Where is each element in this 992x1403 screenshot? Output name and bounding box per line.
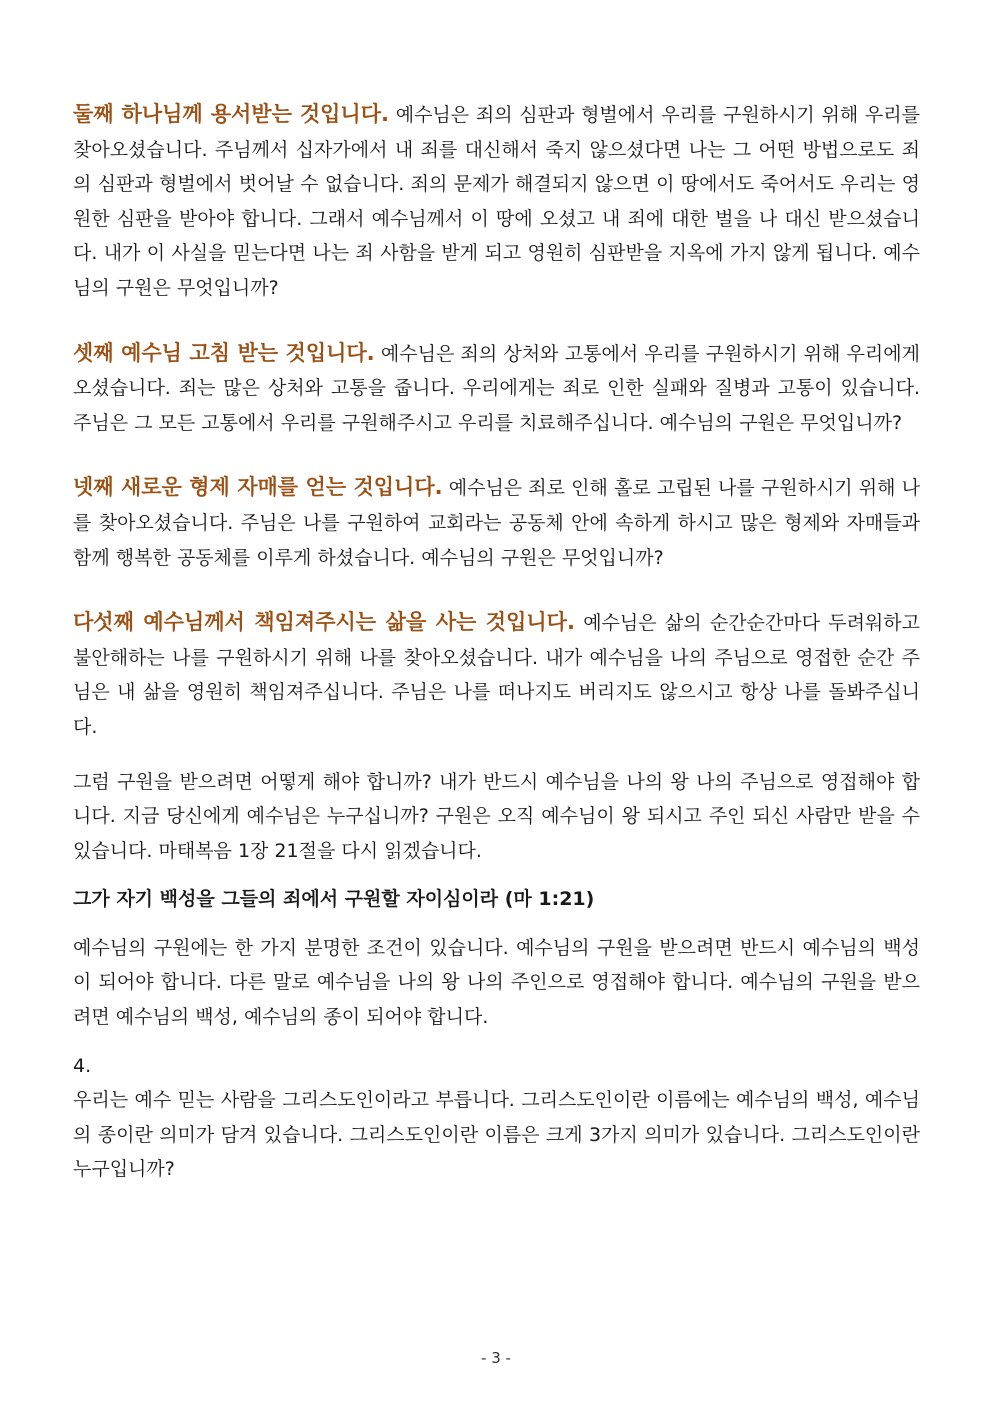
section-body: 예수님은 삶의 순간순간마다 두려워하고 불안해하는 나를 구원하시기 위해 나를 찾아오셨습니다. 내가 예수님을 나의 주님으로 영접한 순간 주님은 내 삶을 영원히 책임져주십니다. 주님은 나를 떠나지도 버리지도 않으시고 항상 나를 돌봐주십니다. — [73, 612, 920, 738]
paragraph-christian: 우리는 예수 믿는 사람을 그리스도인이라고 부릅니다. 그리스도인이란 이름에는 예수님의 백성, 예수님의 종이란 의미가 담겨 있습니다. 그리스도인이란 이름은 크게 3가지 의미가 있습니다. 그리스도인이란 누구입니까? — [73, 1089, 920, 1181]
paragraph-question: 그럼 구원을 받으려면 어떻게 해야 합니까? 내가 반드시 예수님을 나의 왕 나의 주님으로 영접해야 합니다. 지금 당신에게 예수님은 누구십니까? 구원은 오직 예수님이 왕 되시고 주인 되신 사람만 받을 수 있습니다. 마태복음 1장 21절을 다시 읽겠습니다. — [73, 770, 920, 862]
section-fourth — [73, 470, 920, 575]
section-body: 예수님은 죄의 상처와 고통에서 우리를 구원하시기 위해 우리에게 오셨습니다. 죄는 많은 상처와 고통을 줍니다. 우리에게는 죄로 인한 실패와 질병과 고통이 있습니다. 주님은 그 모든 고통에서 우리를 구원해주시고 우리를 치료해주십니다. 예수님의 구원은 무엇입니까? — [73, 342, 920, 434]
bible-verse: 그가 자기 백성을 그들의 죄에서 구원할 자이심이라 (마 1:21) — [73, 888, 595, 911]
page-number: - 3 - — [481, 1349, 511, 1367]
document-page — [73, 97, 920, 1187]
section-body: 예수님은 죄로 인해 홀로 고립된 나를 구원하시기 위해 나를 찾아오셨습니다. 주님은 나를 구원하여 교회라는 공동체 안에 속하게 하시고 많은 형제와 자매들과 함께 행복한 공동체를 이루게 하셨습니다. 예수님의 구원은 무엇입니까? — [73, 477, 921, 569]
section-heading: 다섯째 예수님께서 책임져주시는 삶을 사는 것입니다. — [73, 610, 575, 635]
section-number: 4. — [73, 1054, 92, 1077]
paragraph-condition: 예수님의 구원에는 한 가지 분명한 조건이 있습니다. 예수님의 구원을 받으려면 반드시 예수님의 백성이 되어야 합니다. 다른 말로 예수님을 나의 왕 나의 주인으로 영접해야 합니다. 예수님의 구원을 받으려면 예수님의 백성, 예수님의 종이 되어야 합니다. — [73, 936, 920, 1029]
section-heading: 넷째 새로운 형제 자매를 얻는 것입니다. — [73, 475, 443, 500]
section-second — [73, 97, 920, 306]
section-body: 예수님은 죄의 심판과 형벌에서 우리를 구원하시기 위해 우리를 찾아오셨습니다. 주님께서 십자가에서 내 죄를 대신해서 죽지 않으셨다면 나는 그 어떤 방법으로도 죄의 심판과 형벌에서 벗어날 수 없습니다. 죄의 문제가 해결되지 않으면 이 땅에서도 죽어서도 우리는 영원한 심판을 받아야 합니다. 그래서 예수님께서 이 땅에 오셨고 내 죄에 대한 벌을 나 대신 받으셨습니다. 내가 이 사실을 믿는다면 나는 죄 사함을 받게 되고 영원히 심판받을 지옥에 가지 않게 됩니다. 예수님의 구원은 무엇입니까? — [73, 104, 920, 299]
section-third — [73, 336, 920, 441]
section-fifth — [73, 605, 920, 744]
section-heading: 둘째 하나님께 용서받는 것입니다. — [73, 102, 389, 126]
section-heading: 셋째 예수님 고침 받는 것입니다. — [73, 340, 375, 365]
